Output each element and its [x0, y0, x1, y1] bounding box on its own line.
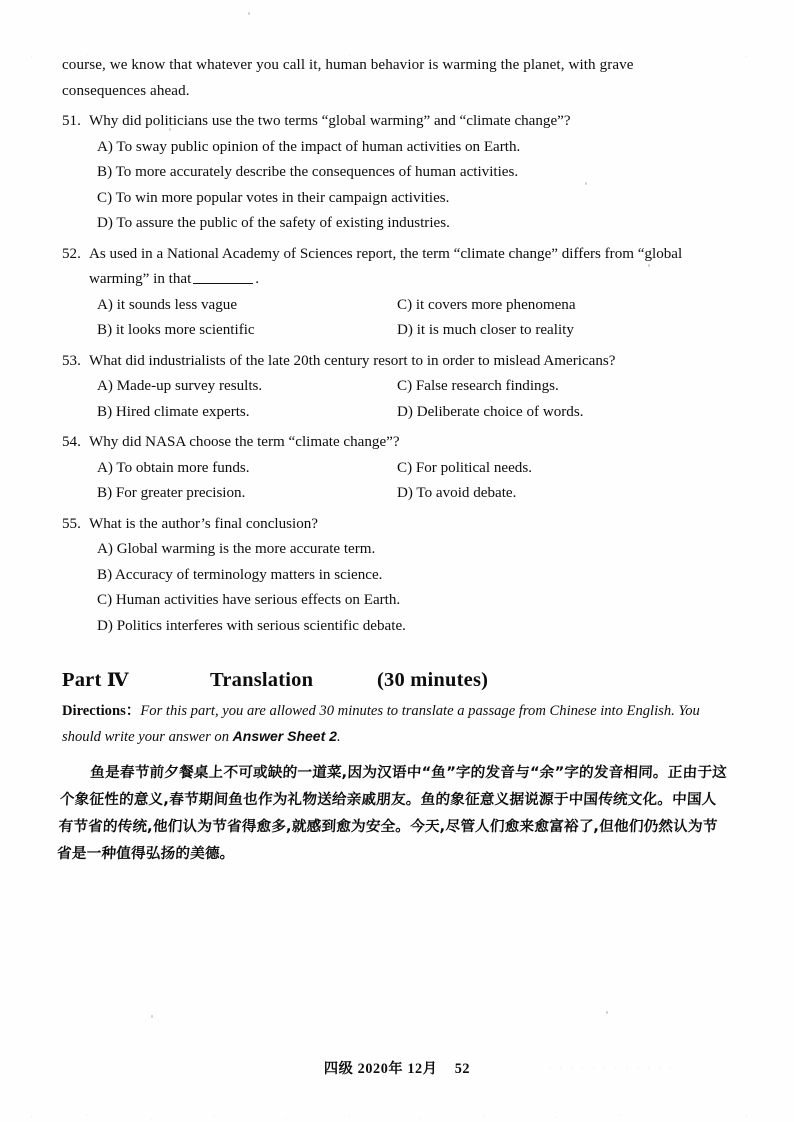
option-d[interactable]: D) To assure the public of the safety of existing industries.: [97, 215, 450, 231]
question-52-line-2-suffix: .: [255, 271, 260, 287]
question-51-stem: [62, 109, 732, 135]
question-55-number: 55.: [62, 515, 81, 532]
option-row: [97, 400, 732, 426]
chinese-line-1: 鱼是春节前夕餐桌上不可或缺的一道菜,因为汉语中“鱼”字的发音与“余”字的发音相同。正由于这: [89, 764, 728, 781]
option-c[interactable]: C) Human activities have serious effects on Earth.: [97, 592, 401, 608]
option-c[interactable]: C) False research findings.: [397, 378, 559, 394]
scan-dust-speck: [606, 1011, 608, 1014]
part-label: Part: [62, 669, 102, 691]
option-row: [97, 374, 732, 400]
option-a[interactable]: A) To obtain more funds.: [97, 459, 250, 476]
chinese-line-4: 省是一种值得弘扬的美德。: [56, 845, 236, 862]
question-55: [62, 512, 732, 640]
question-53-options: [97, 374, 732, 425]
question-53-text: What did industrialists of the late 20th century resort to in order to mislead Americans?: [89, 352, 616, 369]
option-a[interactable]: A) To sway public opinion of the impact of human activities on Earth.: [97, 138, 521, 155]
part-time-allowance: (30 minutes): [377, 669, 489, 691]
question-54-number: 54.: [62, 434, 81, 450]
option-d[interactable]: D) To avoid debate.: [397, 485, 517, 501]
part-four-header: [62, 669, 732, 692]
question-53: [62, 349, 732, 426]
option-row: [97, 293, 732, 319]
page-content: [56, 52, 732, 867]
question-52-line-1: As used in a National Academy of Sciences report, the term “climate change” differs from “global: [89, 245, 683, 262]
question-55-text: What is the author’s final conclusion?: [89, 515, 319, 532]
chinese-line-3: 有节省的传统,他们认为节省得愈多,就感到愈为安全。今天,尽管人们愈来愈富裕了,但他们仍然认为节: [58, 818, 719, 835]
question-52-options: [97, 293, 732, 344]
question-55-options: [97, 537, 732, 639]
option-a[interactable]: A) it sounds less vague: [97, 296, 238, 313]
directions-label: Directions：: [62, 703, 141, 719]
question-54-text: Why did NASA choose the term “climate change”?: [89, 434, 400, 450]
question-53-stem: [62, 349, 732, 375]
footer-year: 2020: [357, 1061, 389, 1077]
question-51-options: [97, 135, 732, 237]
footer-month: 12: [407, 1061, 423, 1077]
option-a[interactable]: A) Global warming is the more accurate term.: [97, 541, 376, 557]
option-c[interactable]: C) it covers more phenomena: [397, 296, 576, 313]
part-title: Translation: [210, 669, 314, 691]
question-52-text: [89, 242, 732, 293]
scan-dust-speck: [151, 1015, 153, 1018]
passage-tail-line-2: consequences ahead.: [62, 83, 190, 99]
scan-speckle-bottom: [0, 1112, 794, 1122]
option-row: [97, 318, 732, 344]
option-row: [97, 481, 732, 507]
option-b[interactable]: B) it looks more scientific: [97, 322, 255, 338]
option-b[interactable]: B) To more accurately describe the consequences of human activities.: [97, 164, 519, 180]
question-52-stem: [62, 242, 732, 293]
option-c[interactable]: C) To win more popular votes in their campaign activities.: [97, 189, 450, 206]
scan-dust-speck: [248, 12, 250, 15]
answer-sheet-reference: Answer Sheet 2: [232, 728, 337, 744]
part-label-group: [62, 669, 210, 692]
question-52-number: 52.: [62, 245, 81, 262]
question-53-number: 53.: [62, 352, 81, 369]
question-51-number: 51.: [62, 113, 81, 129]
directions-line-1: For this part, you are allowed 30 minutes to translate a passage from Chinese into English. You: [140, 703, 700, 719]
footer-year-unit: 年: [388, 1061, 404, 1077]
part-roman-numeral: Ⅳ: [106, 669, 129, 691]
question-51-text: Why did politicians use the two terms “global warming” and “climate change”?: [89, 113, 571, 129]
option-b[interactable]: B) Hired climate experts.: [97, 403, 250, 420]
question-52-line-2-prefix: warming” in that: [89, 271, 192, 287]
option-d[interactable]: D) Deliberate choice of words.: [397, 403, 584, 420]
footer-exam-level: 四级: [323, 1061, 354, 1077]
question-51: [62, 109, 732, 237]
question-52-line-2: [89, 267, 732, 293]
faint-watermark: · · · · · · · · · · · ·: [548, 1062, 675, 1075]
footer-page-number: 52: [454, 1061, 471, 1077]
page-footer: [0, 1058, 794, 1078]
directions-line-2: [62, 724, 732, 750]
question-54-stem: [62, 430, 732, 456]
question-55-stem: [62, 512, 732, 538]
chinese-translation-passage: [56, 759, 732, 867]
passage-tail-line-1: course, we know that whatever you call it, human behavior is warming the planet, with grave: [62, 57, 634, 73]
question-54-options: [97, 456, 732, 507]
option-a[interactable]: A) Made-up survey results.: [97, 378, 263, 394]
option-row: [97, 456, 732, 482]
fill-in-blank[interactable]: [193, 271, 253, 284]
option-c[interactable]: C) For political needs.: [397, 459, 532, 476]
chinese-line-2: 个象征性的意义,春节期间鱼也作为礼物送给亲戚朋友。鱼的象征意义据说源于中国传统文化。中国人: [59, 791, 718, 808]
directions-line-2-prefix: should write your answer on: [62, 729, 233, 745]
directions-block: [62, 699, 732, 750]
question-52: [62, 242, 732, 344]
option-b[interactable]: B) Accuracy of terminology matters in science.: [97, 566, 383, 583]
option-d[interactable]: D) Politics interferes with serious scientific debate.: [97, 617, 406, 634]
passage-tail-paragraph: [62, 52, 732, 104]
option-d[interactable]: D) it is much closer to reality: [397, 322, 574, 338]
directions-line-2-suffix: .: [336, 729, 341, 745]
footer-month-unit: 月: [422, 1061, 438, 1077]
option-b[interactable]: B) For greater precision.: [97, 485, 246, 501]
question-54: [62, 430, 732, 507]
